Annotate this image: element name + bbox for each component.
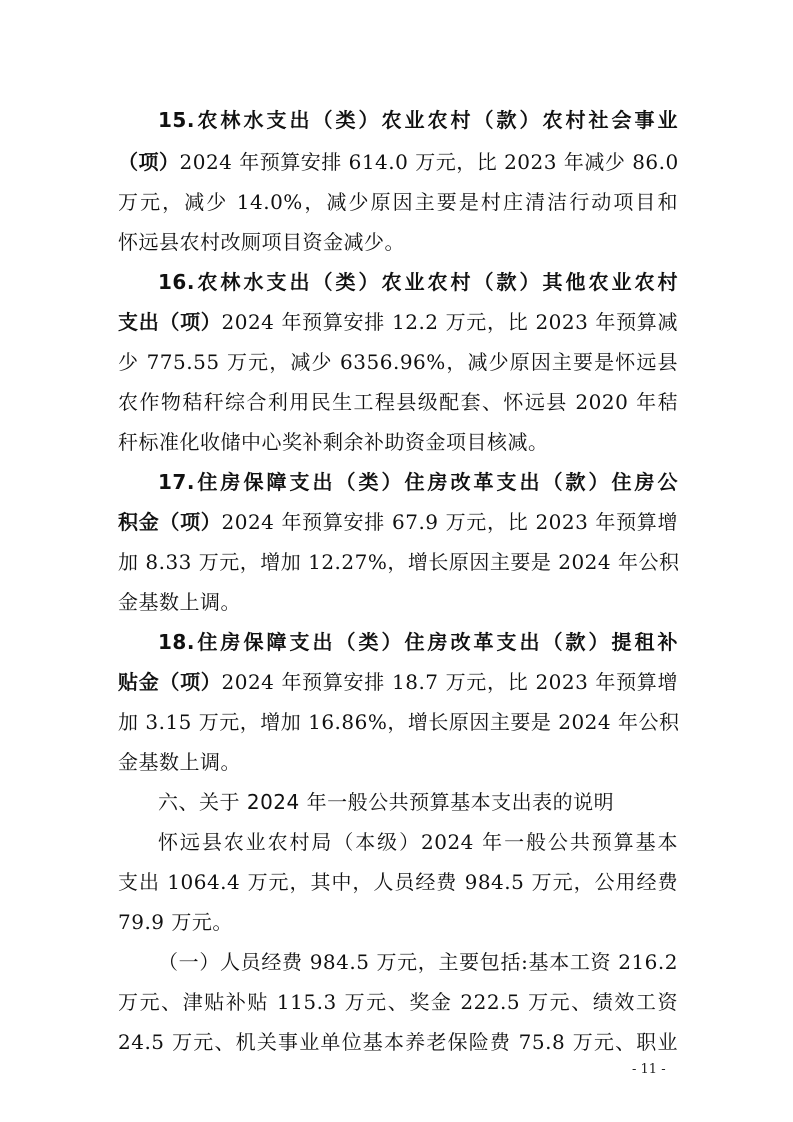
item-16-line-2	[118, 310, 678, 334]
item-15-heading-tail: （项）	[118, 150, 180, 174]
item-16-line-1	[158, 270, 678, 294]
item-18-line-3: 加 3.15 万元，增加 16.86%，增长原因主要是 2024 年公积	[118, 710, 680, 734]
section-6-para-1-line-1: 怀远县农业农村局（本级）2024 年一般公共预算基本	[158, 830, 678, 854]
item-17-line-2	[118, 510, 678, 534]
item-17-heading: 17.住房保障支出（类）住房改革支出（款）住房公	[158, 470, 678, 494]
item-18-heading-tail: 贴金（项）	[118, 670, 222, 694]
item-18-heading: 18.住房保障支出（类）住房改革支出（款）提租补	[158, 630, 678, 654]
item-15-text: 2024 年预算安排 614.0 万元，比 2023 年减少 86.0	[179, 150, 679, 174]
item-17-line-4: 金基数上调。	[118, 590, 241, 614]
item-15-line-2	[118, 150, 678, 174]
page-number: - 11 -	[632, 1062, 666, 1077]
section-6-para-2-line-1: （一）人员经费 984.5 万元，主要包括:基本工资 216.2	[158, 950, 678, 974]
item-17-heading-tail: 积金（项）	[118, 510, 222, 534]
item-17-line-1	[158, 470, 678, 494]
item-17-text: 2024 年预算安排 67.9 万元，比 2023 年预算增	[221, 510, 678, 534]
section-6-heading: 六、关于 2024 年一般公共预算基本支出表的说明	[158, 790, 615, 814]
item-16-line-5: 秆标准化收储中心奖补剩余补助资金项目核减。	[118, 430, 549, 454]
section-6-para-1-line-2: 支出 1064.4 万元，其中，人员经费 984.5 万元，公用经费	[118, 870, 678, 894]
item-18-line-2	[118, 670, 678, 694]
item-16-line-4: 农作物秸秆综合利用民生工程县级配套、怀远县 2020 年秸	[118, 390, 678, 414]
item-16-heading-tail: 支出（项）	[118, 310, 222, 334]
item-17-line-3: 加 8.33 万元，增加 12.27%，增长原因主要是 2024 年公积	[118, 550, 680, 574]
item-15-line-4: 怀远县农村改厕项目资金减少。	[118, 230, 405, 254]
item-18-line-4: 金基数上调。	[118, 750, 241, 774]
item-18-text: 2024 年预算安排 18.7 万元，比 2023 年预算增	[221, 670, 678, 694]
item-16-line-3: 少 775.55 万元，减少 6356.96%，减少原因主要是怀远县	[118, 350, 678, 374]
item-15-line-1	[158, 108, 678, 132]
section-6-para-2-line-2: 万元、津贴补贴 115.3 万元、奖金 222.5 万元、绩效工资	[118, 990, 678, 1014]
item-18-line-1	[158, 630, 678, 654]
item-15-heading: 15.农林水支出（类）农业农村（款）农村社会事业	[158, 108, 678, 132]
section-6-para-2-line-3: 24.5 万元、机关事业单位基本养老保险费 75.8 万元、职业	[118, 1030, 678, 1054]
item-16-heading: 16.农林水支出（类）农业农村（款）其他农业农村	[158, 270, 678, 294]
item-15-line-3: 万元，减少 14.0%，减少原因主要是村庄清洁行动项目和	[118, 190, 678, 214]
item-16-text: 2024 年预算安排 12.2 万元，比 2023 年预算减	[221, 310, 678, 334]
section-6-para-1-line-3: 79.9 万元。	[118, 910, 233, 934]
